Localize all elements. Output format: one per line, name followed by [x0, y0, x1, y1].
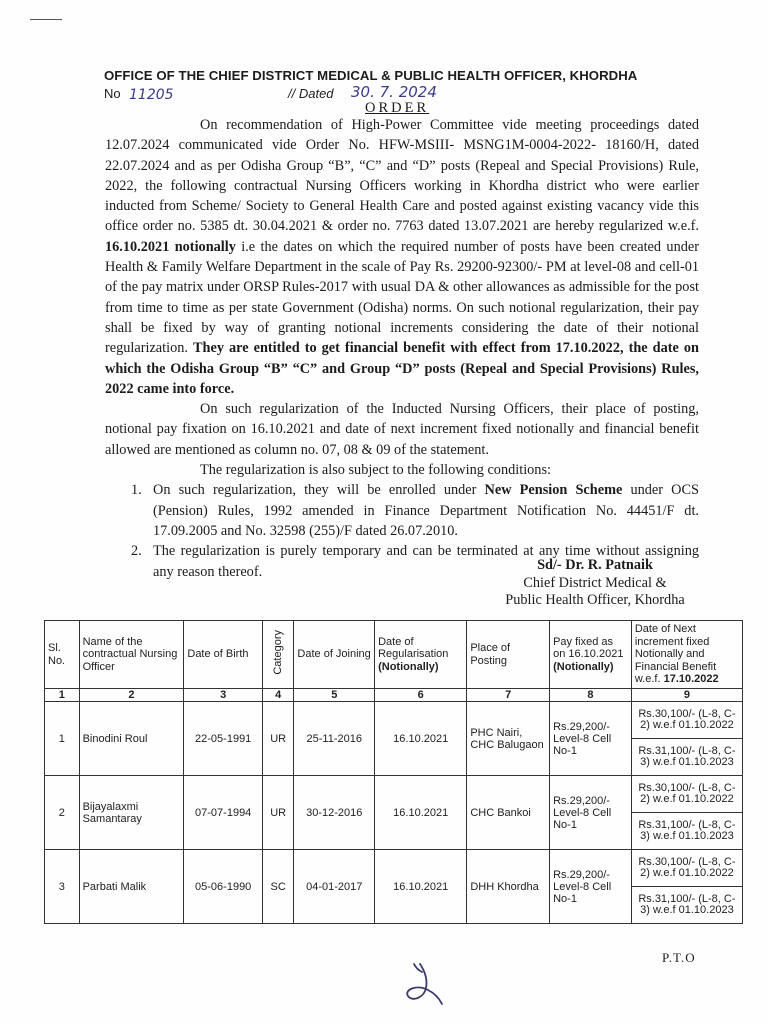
p1-text-b: i.e the dates on which the required number of posts have been created under Health & Family Welfare Department in the scale of Pay Rs. 29200-92300/- PM at level-08 and cell-01 of the pay matrix under ORSP Rules-2017 with usual DA & other allowances as admissible for the post from time to time as per state Government (Odisha) norms. On such notional regularization, their pay shall be fixed by way of granting notional increments considering the date of their notional regularization.	[105, 238, 699, 357]
cell-category: UR	[262, 776, 293, 850]
cell-name: Parbati Malik	[79, 850, 184, 924]
header-next-cell	[631, 621, 742, 689]
p1-text-a: On recommendation of High-Power Committee vide meeting proceedings dated 12.07.2024 communicated vide Order No. HFW-MSIII- MSNG1M-0004-2022- 18160/H, dated 22.07.2024 and as per Odisha Group “B”, “C” and “D” posts (Repeal and Special Provisions) Rule, 2022, the following contractual Nursing Officers working in Khordha district who were earlier inducted from Scheme/ Society to General Health Care and posted against existing vacancy vide this office order no. 5385 dt. 30.04.2021 & order no. 7763 dated 13.07.2021 are hereby regularized w.e.f.	[105, 117, 699, 235]
cell-dor: 16.10.2021	[375, 702, 467, 776]
condition-bold: New Pension Scheme	[484, 482, 623, 499]
cell-next-increment-2: Rs.31,100/- (L-8, C-3) w.e.f 01.10.2023	[631, 813, 742, 850]
header-sl: Sl. No.	[45, 621, 80, 689]
header-doj: Date of Joining	[294, 621, 375, 689]
cell-next-increment-2: Rs.31,100/- (L-8, C-3) w.e.f 01.10.2023	[631, 739, 742, 776]
table-row	[45, 776, 743, 813]
col-number: 8	[550, 689, 632, 702]
cell-doj: 30-12-2016	[294, 776, 375, 850]
header-category: Category	[271, 630, 284, 676]
cell-sl: 2	[45, 776, 80, 850]
cell-posting: PHC Nairi, CHC Balugaon	[467, 702, 550, 776]
cell-dor: 16.10.2021	[375, 850, 467, 924]
col-number: 3	[184, 689, 263, 702]
cell-next-increment-2: Rs.31,100/- (L-8, C-3) w.e.f 01.10.2023	[631, 887, 742, 924]
header-next: Date of Next increment fixed Notionally and Financial Benefit w.e.f.	[634, 623, 717, 686]
cell-dob: 22-05-1991	[184, 702, 263, 776]
office-title: OFFICE OF THE CHIEF DISTRICT MEDICAL & PUBLIC HEALTH OFFICER, KHORDHA	[104, 68, 638, 83]
top-dash-mark	[30, 19, 62, 20]
header-next-bold: 17.10.2022	[663, 673, 719, 686]
col-number: 9	[631, 689, 742, 702]
header-pay-bold: (Notionally)	[553, 660, 614, 673]
signature-designation-1: Chief District Medical &	[523, 574, 667, 591]
col-number: 7	[467, 689, 550, 702]
signature-designation-2: Public Health Officer, Khordha	[505, 592, 685, 608]
condition-number: 2.	[131, 543, 142, 560]
condition-text: On such regularization, they will be enrolled under	[153, 482, 485, 499]
cell-sl: 3	[45, 850, 80, 924]
cell-name: Binodini Roul	[79, 702, 184, 776]
cell-sl: 1	[45, 702, 80, 776]
paragraph-conditions-intro: The regularization is also subject to the following conditions:	[200, 462, 551, 479]
nursing-officers-table	[44, 620, 743, 924]
dated-label: // Dated	[288, 86, 334, 101]
header-posting: Place of Posting	[467, 621, 550, 689]
cell-next-increment-1: Rs.30,100/- (L-8, C-2) w.e.f 01.10.2022	[631, 776, 742, 813]
p1-bold-benefit: They are entitled to get financial benefit with effect from 17.10.2022, the date on which the Odisha Group “B” “C” and Group “D” posts (Repeal and Special Provisions) Rules, 2022 came into force.	[105, 340, 699, 397]
table-row	[45, 850, 743, 887]
cell-pay: Rs.29,200/- Level-8 Cell No-1	[550, 850, 632, 924]
table-row	[45, 702, 743, 739]
cell-dor: 16.10.2021	[375, 776, 467, 850]
table-header-row	[45, 621, 743, 689]
dated-value: 30. 7. 2024	[351, 83, 437, 101]
condition-item	[105, 480, 699, 541]
paragraph-posting: On such regularization of the Inducted Nursing Officers, their place of posting, notional pay fixation on 16.10.2021 and date of next increment fixed notionally and financial benefit allowed are mentioned as column no. 07, 08 & 09 of the statement.	[105, 401, 699, 458]
column-number-row	[45, 689, 743, 702]
cell-dob: 07-07-1994	[184, 776, 263, 850]
cell-pay: Rs.29,200/- Level-8 Cell No-1	[550, 702, 632, 776]
col-number: 5	[294, 689, 375, 702]
header-name: Name of the contractual Nursing Officer	[79, 621, 184, 689]
order-number-value: 11205	[129, 87, 174, 103]
cell-doj: 04-01-2017	[294, 850, 375, 924]
paragraph-recommendation	[105, 115, 699, 399]
cell-name: Bijayalaxmi Samantaray	[79, 776, 184, 850]
cell-category: UR	[262, 702, 293, 776]
initial-scribble-icon	[402, 960, 446, 1008]
condition-number: 1.	[131, 482, 142, 499]
col-number: 4	[262, 689, 293, 702]
header-dor: Date of Regularisation	[378, 635, 449, 661]
cell-pay: Rs.29,200/- Level-8 Cell No-1	[550, 776, 632, 850]
header-dor-cell	[375, 621, 467, 689]
col-number: 2	[79, 689, 184, 702]
condition-text: The regularization is purely temporary and can be terminated at any time without assigning any reason thereof.	[153, 543, 699, 580]
cell-doj: 25-11-2016	[294, 702, 375, 776]
p1-bold-date: 16.10.2021 notionally	[105, 238, 236, 255]
cell-category: SC	[262, 850, 293, 924]
header-pay: Pay fixed as on 16.10.2021	[553, 635, 624, 661]
pto-label: P.T.O	[662, 950, 696, 965]
cell-posting: DHH Khordha	[467, 850, 550, 924]
condition-text-post: under OCS (Pension) Rules, 1992 amended in Finance Department Notification No. 44451/F dt. 17.09.2005 and No. 32598 (255)/F dated 26.07.2010.	[153, 482, 699, 539]
col-number: 1	[45, 689, 80, 702]
cell-next-increment-1: Rs.30,100/- (L-8, C-2) w.e.f 01.10.2022	[631, 702, 742, 739]
header-category-cell	[262, 621, 293, 689]
cell-posting: CHC Bankoi	[467, 776, 550, 850]
cell-next-increment-1: Rs.30,100/- (L-8, C-2) w.e.f 01.10.2022	[631, 850, 742, 887]
signature-name: Sd/- Dr. R. Patnaik	[537, 557, 653, 573]
header-pay-cell	[550, 621, 632, 689]
order-body	[105, 115, 699, 582]
cell-dob: 05-06-1990	[184, 850, 263, 924]
header-dob: Date of Birth	[184, 621, 263, 689]
header-dor-bold: (Notionally)	[378, 660, 439, 673]
signature-block	[480, 557, 710, 610]
col-number: 6	[375, 689, 467, 702]
order-number-label: No	[104, 86, 121, 101]
order-title: ORDER	[365, 100, 430, 116]
